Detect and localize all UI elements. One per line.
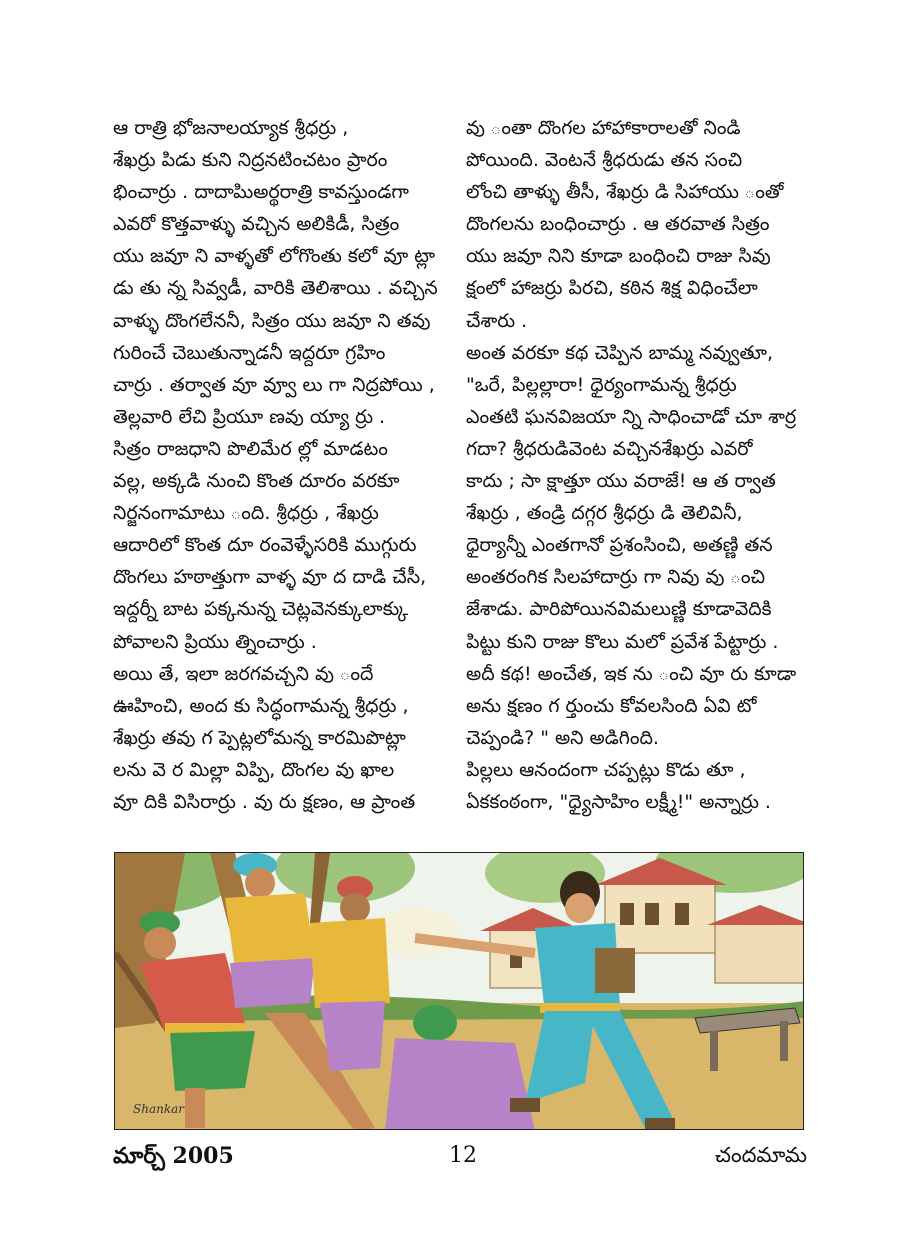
text-line: డు తు న్న సివ్వడీ, వారికి తెలిశాయి . వచ్చిన: [113, 277, 438, 300]
magazine-name: చందమామ: [715, 1143, 807, 1167]
text-line: అంత వరకూ కథ చెప్పిన బామ్మ నవ్వుతూ,: [466, 341, 774, 364]
text-line: ఎంతటి ఘనవిజయా న్ని సాధించాడో చూ శార్ర: [466, 405, 797, 428]
text-line: వు ంతా దొంగల హాహాకారాలతో నిండి: [466, 117, 741, 139]
text-line: ఏకకంఠంగా, "ధ్యైసాహిం లక్ష్మీ!" అన్నార్రు .: [466, 790, 771, 813]
text-line: ఎవరో కొత్తవాళ్ళు వచ్చిన అలికిడీ, సిత్రం: [113, 213, 400, 236]
text-line: పోయింది. వెంటనే శ్రీధరుడు తన సంచి: [466, 149, 743, 172]
text-line: ధైర్యాన్నీ ఎంతగానో ప్రశంసించి, అతణ్ణి తన: [466, 534, 773, 557]
text-line: ఆదారిలో కొంత దూ రంవెళ్ళేసరికి ముగ్గురు: [113, 534, 417, 557]
text-line: గదా? శ్రీధరుడివెంట వచ్చినశేఖర్రు ఎవరో: [466, 437, 753, 460]
text-line: వూ దికి విసిరార్రు . వు రు క్షణం, ఆ ప్రాంత: [113, 790, 416, 813]
text-line: దొంగలను బంధించార్రు . ఆ తరవాత సిత్రం: [466, 213, 770, 236]
text-line: దొంగలు హఠాత్తుగా వాళ్ళ వూ ద దాడి చేసీ,: [113, 566, 427, 589]
text-line: తెల్లవారి లేచి ప్రియూ ణవు య్యా ర్రు .: [113, 405, 386, 428]
text-line: ఆ రాత్రి భోజనాలయ్యాక శ్రీధర్రు ,: [113, 117, 349, 139]
text-line: కాదు ; సా క్షాత్తూ యు వరాజే! ఆ త ర్వాత: [466, 470, 776, 493]
text-line: లను వె ర మిల్లా విప్పి, దొంగల వు ఖాల: [113, 758, 395, 781]
text-line: పోవాలని ప్రియు త్నించార్రు .: [113, 630, 317, 653]
issue-date: మార్చ్ 2005: [113, 1143, 234, 1169]
text-line: భించార్రు . దాదాపిుఅర్థరాత్రి కావస్తుండగా: [113, 181, 409, 204]
text-line: లోంచి తాళ్ళు తీసీ, శేఖర్రు డి సిహాయు ంతో: [466, 181, 784, 204]
text-line: చార్రు . తర్వాత వూ వ్వూ లు గా నిద్రపోయి ,: [113, 373, 435, 396]
text-line: గురించే చెబుతున్నాడనీ ఇద్దరూ గ్రహిం: [113, 341, 386, 364]
text-line: అను క్షణం గ ర్తుంచు కోవలసింది ఏవి టో: [466, 694, 757, 717]
story-illustration: [114, 852, 804, 1130]
text-line: శేఖర్రు తవు గ ప్పెట్లలోమన్న కారమిపొట్లా: [113, 726, 406, 749]
artist-signature: Shankar: [133, 1102, 184, 1116]
text-line: శేఖర్రు పిడు కుని నిద్రనటించటం ప్రారం: [113, 149, 388, 172]
text-line: క్షంలో హాజర్రు పిరచి, కఠిన శిక్ష విధించేలా: [466, 277, 758, 300]
text-line: వాళ్ళు దొంగలేననీ, సిత్రం యు జవూ ని తవు: [113, 309, 431, 332]
text-line: అయి తే, ఇలా జరగవచ్చని వు ందే: [113, 662, 374, 685]
text-line: పిల్లలు ఆనందంగా చప్పట్లు కొడు తూ ,: [466, 758, 746, 781]
text-line: అంతరంగిక సిలహాదార్రు గా నివు వు ంచి: [466, 566, 766, 589]
text-line: వల్ల, అక్కడి నుంచి కొంత దూరం వరకూ: [113, 470, 400, 493]
text-line: సిత్రం రాజధాని పొలిమేర ల్లో మాడటం: [113, 437, 388, 460]
text-line: ఊహించి, అంద కు సిద్ధంగామన్న శ్రీధర్రు ,: [113, 694, 409, 717]
text-line: నిర్జనంగామాటు ంది. శ్రీధర్రు , శేఖర్రు: [113, 502, 379, 525]
text-line: చేశారు .: [466, 309, 528, 332]
text-line: యు జవూ నిని కూడా బంధించి రాజు సివు: [466, 245, 771, 268]
text-line: జేశాడు. పారిపోయినవిమలుణ్ణి కూడావెదికి: [466, 598, 772, 621]
text-line: "ఒరే, పిల్లల్లారా! ధైర్యంగామన్న శ్రీధర్రు: [466, 373, 737, 396]
text-line: ఇద్దర్నీ బాట పక్కనున్న చెట్లవెనక్కులాక్కు: [113, 598, 409, 621]
illustration-svg: [115, 853, 804, 1130]
text-line: యు జవూ ని వాళ్ళతో లోగొంతు కలో వూ ట్లా: [113, 245, 436, 268]
right-text-column: [466, 112, 806, 818]
text-line: అదీ కథ! అంచేత, ఇక ను ంచి వూ రు కూడా: [466, 662, 797, 685]
text-line: చెప్పండి? " అని అడిగింది.: [466, 726, 659, 749]
page-number: 12: [449, 1143, 477, 1168]
text-line: పిట్టు కుని రాజు కొలు మలో ప్రవేశ పేట్టార్రు .: [466, 630, 779, 653]
text-line: శేఖర్రు , తండ్రి దగ్గర శ్రీధర్రు డి తెలివినీ,: [466, 502, 743, 525]
left-text-column: [113, 112, 453, 818]
